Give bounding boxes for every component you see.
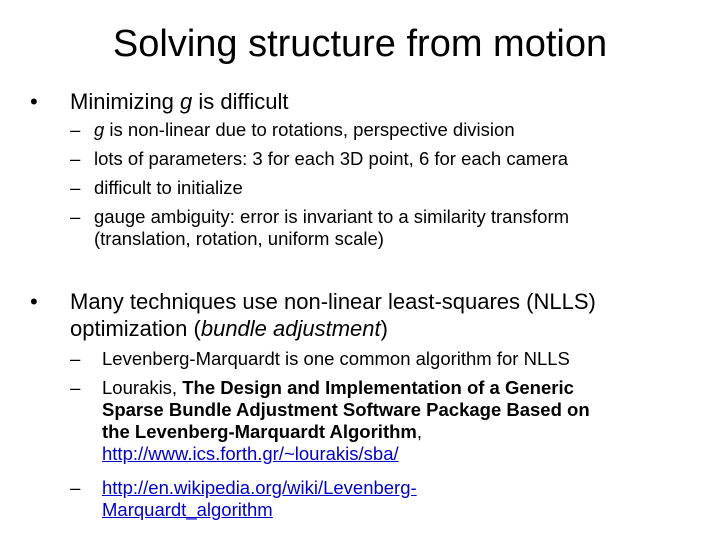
bullet-marker: • (30, 289, 38, 314)
sub-bullet-marker: – (70, 348, 81, 369)
sba-link[interactable]: http://www.ics.forth.gr/~lourakis/sba/ (102, 443, 399, 464)
wikipedia-link[interactable]: http://en.wikipedia.org/wiki/Levenberg- Marquardt_algorithm (102, 477, 417, 520)
sub-bullet-text: Lourakis, The Design and Implementation of a Generic Sparse Bundle Adjustment Software Package Based on the Levenberg-Marquardt Algorithm, http://www.ics.forth.gr/~lourakis/sba/ (102, 377, 590, 464)
sub-bullet-marker: – (70, 119, 81, 140)
slide-title: Solving structure from motion (112, 23, 608, 65)
sub-bullet-text: g is non-linear due to rotations, perspective division (94, 119, 515, 140)
sub-bullet-marker: – (70, 177, 81, 198)
sub-bullet-marker: – (70, 206, 81, 227)
bullet-text: Many techniques use non-linear least-squares (NLLS) optimization (bundle adjustment) (70, 289, 596, 341)
bullet-text: Minimizing g is difficult (70, 89, 289, 114)
sub-bullet-marker: – (70, 477, 81, 498)
sub-bullet-text: difficult to initialize (94, 177, 243, 198)
sub-bullet-text (102, 477, 720, 521)
sub-bullet-text: Levenberg-Marquardt is one common algorithm for NLLS (102, 348, 570, 369)
sub-bullet-text: lots of parameters: 3 for each 3D point, 6 for each camera (94, 148, 569, 169)
sub-bullet-text: gauge ambiguity: error is invariant to a similarity transform (translation, rotation, uniform scale) (94, 206, 570, 249)
sub-bullet-marker: – (70, 148, 81, 169)
sub-bullet-marker: – (70, 377, 81, 398)
bullet-marker: • (30, 89, 38, 114)
